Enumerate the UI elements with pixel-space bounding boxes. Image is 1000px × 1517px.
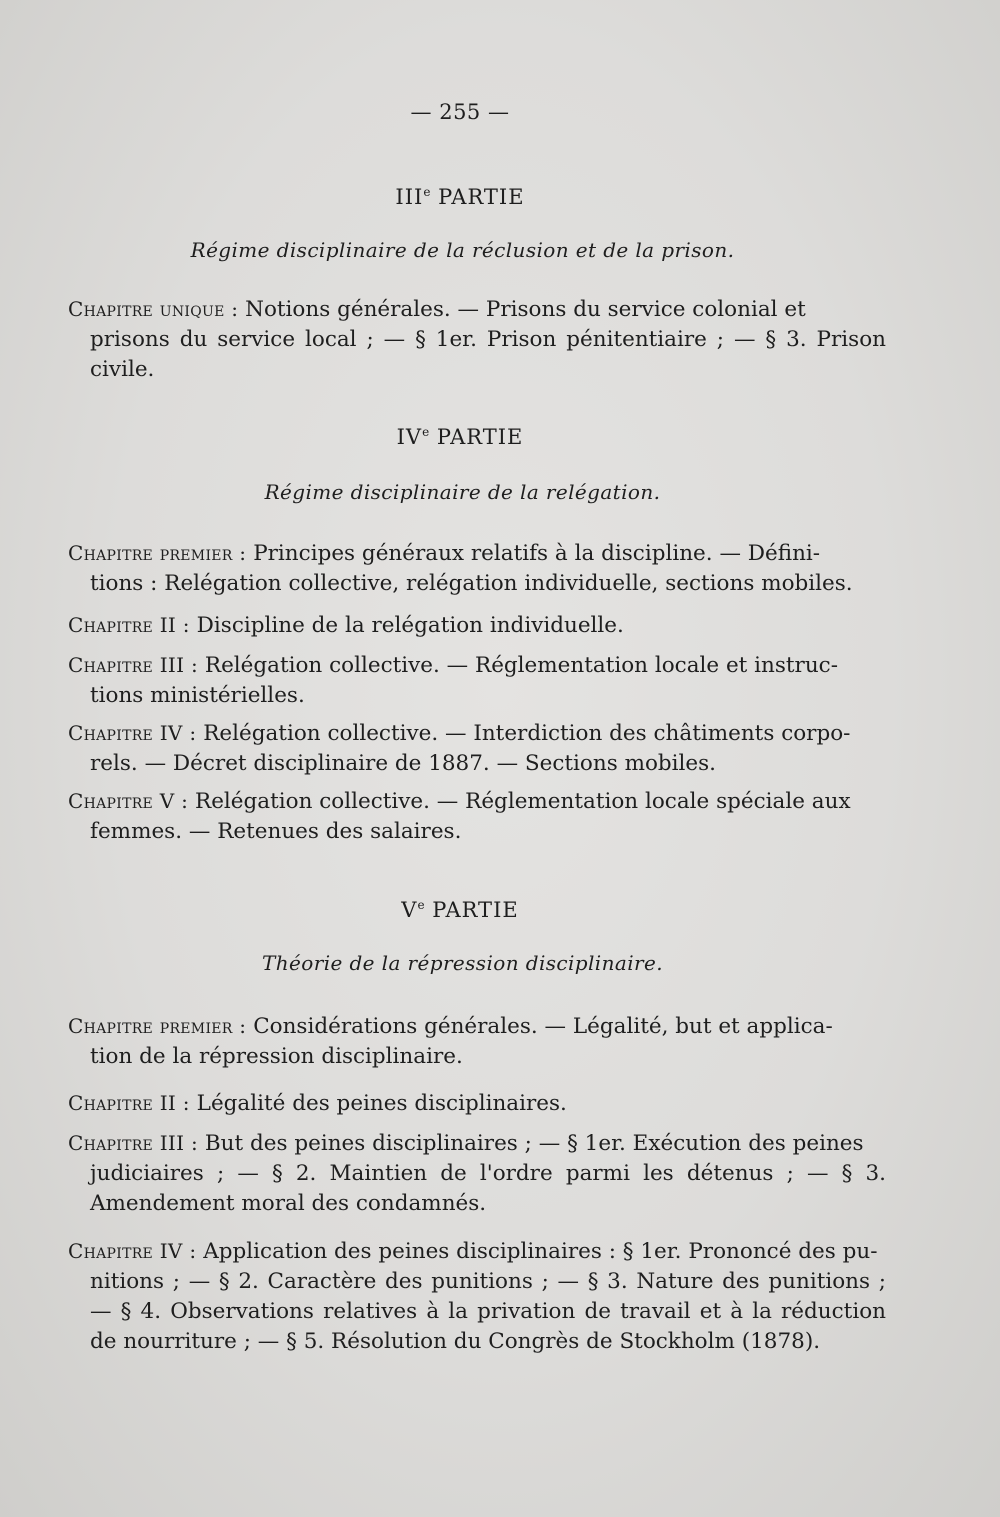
chapter-text: Principes généraux relatifs à la discipline. — Défini- [253, 541, 821, 566]
chapter-label: Chapitre V : [68, 789, 189, 813]
chapter-text: Légalité des peines disciplinaires. [196, 1091, 567, 1116]
chapter-entry [68, 538, 886, 599]
part-word: PARTIE [436, 425, 524, 449]
chapter-label: Chapitre II : [68, 1091, 190, 1115]
chapter-entry [68, 786, 886, 847]
chapter-text: Discipline de la relégation individuelle. [196, 613, 624, 638]
part-numeral-suffix: e [422, 425, 430, 439]
part-title-iii [0, 185, 920, 209]
page-number: — 255 — [410, 100, 510, 124]
chapter-text: Relégation collective. — Réglementation locale spéciale aux [195, 789, 851, 814]
chapter-text: Relégation collective. — Interdiction des châtiments corpo- [203, 721, 851, 746]
part-title-iv [0, 425, 920, 449]
chapter-entry [68, 1088, 886, 1119]
chapter-text: Relégation collective. — Réglementation locale et instruc- [204, 653, 838, 678]
chapter-entry [68, 294, 886, 385]
chapter-entry [68, 1236, 886, 1357]
chapter-label: Chapitre II : [68, 613, 190, 637]
chapter-text: But des peines disciplinaires ; — § 1er. Exécution des peines [204, 1131, 864, 1156]
chapter-continuation: femmes. — Retenues des salaires. [90, 819, 462, 844]
chapter-entry [68, 718, 886, 779]
part-word: PARTIE [438, 185, 525, 209]
part-subtitle-iii: Régime disciplinaire de la réclusion et de la prison. [190, 238, 735, 262]
part-numeral: IV [396, 425, 423, 449]
chapter-continuation: tion de la répression disciplinaire. [90, 1044, 463, 1069]
chapter-label: Chapitre premier : [68, 541, 247, 565]
part-numeral-suffix: e [417, 898, 425, 912]
part-title-v [0, 898, 920, 922]
part-numeral: III [395, 185, 424, 209]
part-numeral-suffix: e [423, 185, 431, 199]
part-subtitle-iv: Régime disciplinaire de la relégation. [264, 480, 661, 504]
part-subtitle-v: Théorie de la répression disciplinaire. [262, 951, 663, 975]
chapter-continuation: tions : Relégation collective, relégation individuelle, sections mobiles. [90, 571, 853, 596]
chapter-text: Notions générales. — Prisons du service colonial et [245, 297, 806, 322]
chapter-text: Considérations générales. — Légalité, but et applica- [253, 1014, 833, 1039]
chapter-continuation: nitions ; — § 2. Caractère des punitions ; — § 3. Nature des punitions ; — § 4. Observations relatives à la privation de travail et à la réduction de nourriture ; — § 5. Résolution du Congrès de Stockholm (1878). [90, 1269, 886, 1354]
chapter-entry [68, 610, 886, 641]
chapter-entry [68, 1011, 886, 1072]
chapter-label: Chapitre IV : [68, 721, 197, 745]
chapter-continuation: prisons du service local ; — § 1er. Prison pénitentiaire ; — § 3. Prison civile. [90, 327, 886, 382]
chapter-label: Chapitre III : [68, 1131, 199, 1155]
chapter-text: Application des peines disciplinaires : § 1er. Prononcé des pu- [203, 1239, 878, 1264]
chapter-label: Chapitre III : [68, 653, 199, 677]
chapter-continuation: tions ministérielles. [90, 683, 305, 708]
chapter-label: Chapitre unique : [68, 297, 239, 321]
chapter-entry [68, 1128, 886, 1219]
chapter-continuation: rels. — Décret disciplinaire de 1887. — Sections mobiles. [90, 751, 717, 776]
chapter-label: Chapitre premier : [68, 1014, 247, 1038]
chapter-label: Chapitre IV : [68, 1239, 197, 1263]
part-word: PARTIE [432, 898, 519, 922]
chapter-entry [68, 650, 886, 711]
part-numeral: V [401, 898, 418, 922]
chapter-continuation: judiciaires ; — § 2. Maintien de l'ordre parmi les détenus ; — § 3. Amendement moral des condamnés. [90, 1161, 886, 1216]
